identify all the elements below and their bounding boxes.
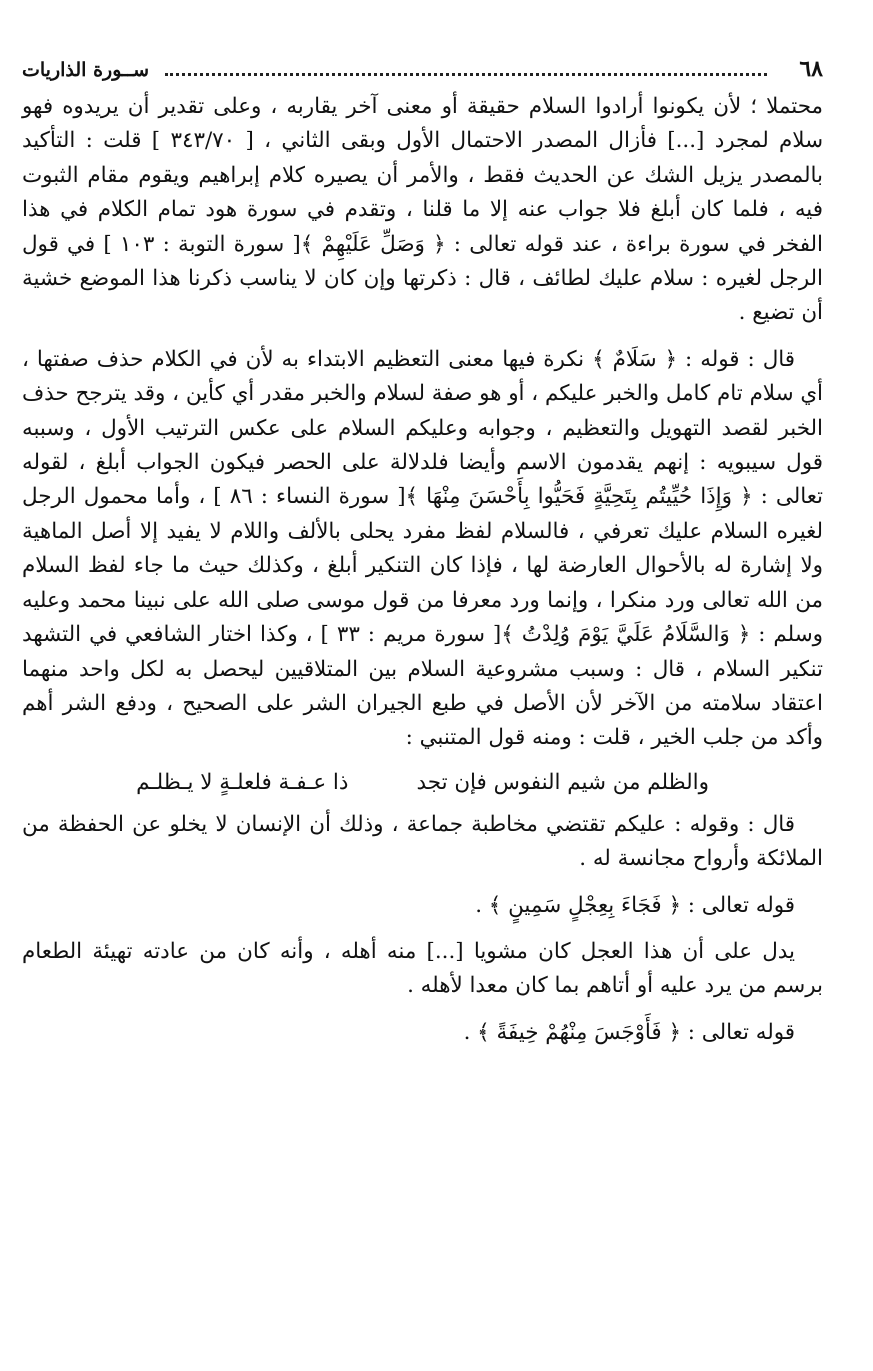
paragraph-1: محتملا ؛ لأن يكونوا أرادوا السلام حقيقة أو معنى آخر يقاربه ، وعلى تقدير أن يريدوه فهو سلام لمجرد [...] فأزال المصدر الاحتمال الأول وبقى الثاني ، [ ٣٤٣/٧٠ ] قلت : التأكيد بالمصدر يزيل الشك عن الحديث فقط ، والأمر أن يصيره كلام إبراهيم ويقوم مقام الثبوت فيه ، فلما كان أبلغ فلا جواب عنه إلا ما قلنا ، وتقدم في سورة هود تمام الكلام في هذا الفخر في سورة براءة ، عند قوله تعالى : ﴿ وَصَلِّ عَلَيْهِمْ ﴾[ سورة التوبة : ١٠٣ ] في قول الرجل لغيره : سلام عليك لطائف ، قال : ذكرتها وإن كان لا يناسب ذكرنا هذا الموضع خشية أن تضيع . bbox=[22, 94, 823, 326]
header-dotted-rule bbox=[165, 61, 767, 76]
poem-verse bbox=[22, 766, 823, 800]
surah-title: ســورة الذاريات bbox=[22, 59, 150, 81]
quran-verse-line-2: قوله تعالى : ﴿ فَأَوْجَسَ مِنْهُمْ خِيفَةً ﴾ . bbox=[463, 1019, 795, 1045]
poem-hemistich-first: والظلم من شيم النفوس فإن تجد bbox=[416, 769, 709, 795]
paragraph-2: قال : قوله : ﴿ سَلَامٌ ﴾ نكرة فيها معنى التعظيم الابتداء به لأن في الكلام حذف صفتها ، أي سلام تام كامل والخبر عليكم ، أو هو صفة لسلام والخبر مقدر أي كأين ، وقد يترجح حذف الخبر لقصد التهويل والتعظيم ، وجوابه وعليكم السلام على عكس الترتيب الأول ، وسببه قول سيبويه : إنهم يقدمون الاسم وأيضا فلدلالة على الحصر فيكون الجواب أبلغ ، لقوله تعالى : ﴿ وَإِذَا حُيِّيتُم بِتَحِيَّةٍ فَحَيُّوا بِأَحْسَنَ مِنْهَا ﴾[ سورة النساء : ٨٦ ] ، وأما محمول الرجل لغيره السلام عليك تعرفي ، فالسلام لفظ مفرد يحلى بالألف واللام لا يفيد إلا أصل الماهية ولا إشارة له بالأحوال العارضة لها ، فإذا كان التنكير أبلغ ، وكذلك حيث ما جاء لفظ السلام من الله تعالى ورد منكرا ، وإنما ورد معرفا من قول موسى صلى الله على نبينا محمد وعليه وسلم : ﴿ وَالسَّلَامُ عَلَيَّ يَوْمَ وُلِدْتُ ﴾[ سورة مريم : ٣٣ ] ، وكذا اختار الشافعي في التشهد تنكير السلام ، قال : وسبب مشروعية السلام بين المتلاقيين ليحصل به لكل واحد منهما اعتقاد سلامته من الآخر لأن الأصل في طبع الجيران الشر على الصحيح ، ودفع الشر أهم وأكد من جلب الخير ، قلت : ومنه قول المتنبي : bbox=[22, 346, 824, 751]
book-page bbox=[22, 56, 823, 1351]
page-header bbox=[22, 56, 823, 90]
page-number: ٦٨ bbox=[799, 56, 823, 82]
quran-verse-line-1: قوله تعالى : ﴿ فَجَاءَ بِعِجْلٍ سَمِينٍ ﴾ . bbox=[475, 892, 795, 918]
paragraph-3: قال : وقوله : عليكم تقتضي مخاطبة جماعة ، وذلك أن الإنسان لا يخلو عن الحفظة من الملائكة وأرواح مجانسة له . bbox=[22, 811, 823, 872]
poem-hemistich-second: ذا عـفـة فلعلـةٍ لا يـظلـم bbox=[136, 769, 349, 795]
paragraph-4: يدل على أن هذا العجل كان مشويا [...] منه أهله ، وأنه كان من عادته تهيئة الطعام برسم من يرد عليه أو أتاهم بما كان معدا لأهله . bbox=[22, 938, 823, 999]
